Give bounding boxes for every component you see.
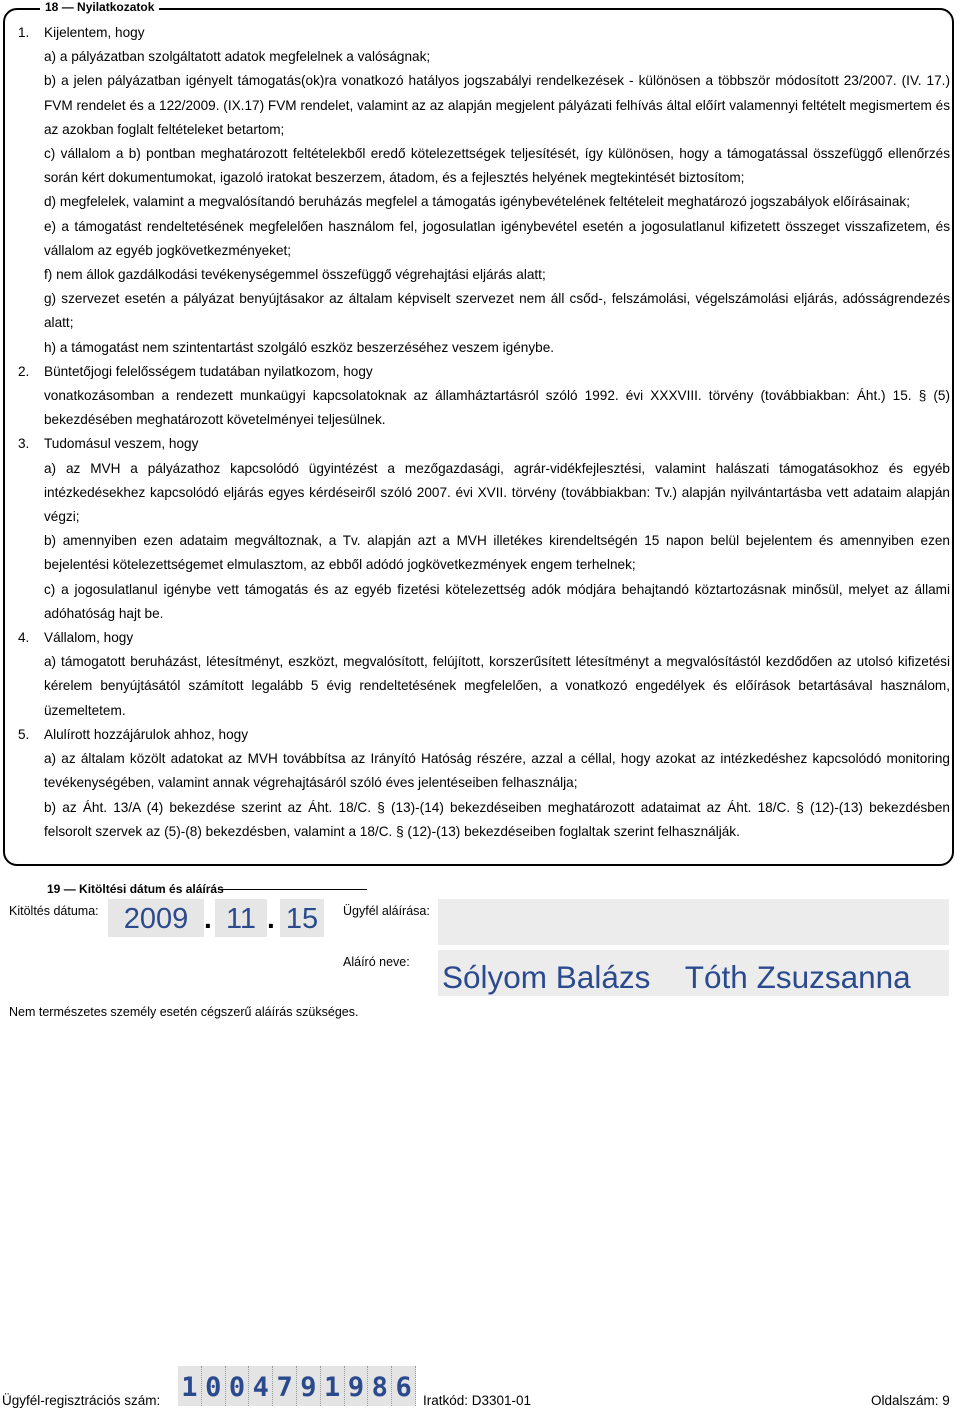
signer-name-1: Sólyom Balázs <box>442 959 651 995</box>
date-separator: . <box>204 903 212 934</box>
reg-digit: 4 <box>249 1366 273 1406</box>
signature-field[interactable] <box>438 899 949 945</box>
section-18-number: 18 <box>45 0 59 14</box>
declaration-text: Büntetőjogi felelősségem tudatában nyilatkozom, hogy <box>44 363 373 379</box>
date-year-field[interactable]: 2009 <box>108 899 206 937</box>
page-number: Oldalszám: 9 <box>871 1393 950 1408</box>
declarations-content <box>18 21 950 844</box>
reg-number-digits <box>178 1366 416 1406</box>
section-18-label: Nyilatkozatok <box>77 0 155 14</box>
declaration-subitem: f) nem állok gazdálkodási tevékenységemmel összefüggő végrehajtási eljárás alatt; <box>44 267 546 283</box>
declaration-subitem: b) amennyiben ezen adataim megváltoznak, a Tv. alapján azt a MVH illetékes kirendeltségén 15 napon belül bejelentem és amennyiben ezen bejelentési kötelezettségemet elmulasztom, az ebből adódó jogkövetkezmények engem terhelnek; <box>44 533 950 573</box>
reg-number-label: Ügyfél-regisztrációs szám: <box>2 1393 161 1408</box>
declaration-text: Kijelentem, hogy <box>44 25 145 40</box>
declaration-subitem: b) az Áht. 13/A (4) bekezdése szerint az Áht. 18/C. § (13)-(14) bekezdéseiben meghatározott adataimat az Áht. 18/C. § (12)-(13) bekezdésben felsorolt szervek az (5)-(8) bekezdésben, valamint a 18/C. § (12)-(13) bekezdéseiben foglaltak szerint felhasználják. <box>44 799 950 839</box>
date-label: Kitöltés dátuma: <box>9 904 99 918</box>
reg-digit: 6 <box>392 1366 416 1406</box>
declaration-subitem: h) a támogatást nem szintentartást szolgáló eszköz beszerzéséhez veszem igénybe. <box>44 339 555 355</box>
declaration-subitem: c) vállalom a b) pontban meghatározott feltételekből eredő kötelezettségek teljesítését, így különösen, hogy a támogatással összefüggő ellenőrzés során kért dokumentumokat, igazoló iratokat beszerzem, átadom, és a fejlesztés helyének megtekintését biztosítom; <box>44 146 950 186</box>
declaration-subitem: e) a támogatást rendeltetésének megfelelően használom fel, jogosulatlan igénybevétel esetén a jogosulatlanul kifizetett összeget visszafizetem, és vállalom az egyéb jogkövetkezményeket; <box>44 218 950 258</box>
declaration-heading: 2. Büntetőjogi felelősségem tudatában nyilatkozom, hogy <box>18 363 373 379</box>
declaration-heading: 1. Kijelentem, hogy <box>18 25 145 40</box>
declaration-subitem: a) támogatott beruházást, létesítményt, eszközt, megvalósított, felújított, korszerűsített létesítményt a megvalósítástól kezdődően az utolsó kifizetési kérelem benyújtásától számított legalább 5 évig rendeltetésének megfelelően, a vonatkozó engedélyek és előírások betartásával használom, üzemeltetem. <box>44 654 950 718</box>
declaration-subitem: g) szervezet esetén a pályázat benyújtásakor az általam képviselt szervezet nem áll csőd-, felszámolási, végelszámolási eljárás, adósságrendezés alatt; <box>44 291 950 331</box>
reg-digit: 8 <box>368 1366 392 1406</box>
doc-code: Iratkód: D3301-01 <box>423 1393 532 1408</box>
declaration-subitem: a) az általam közölt adatokat az MVH továbbítsa az Irányító Hatóság részére, azzal a céllal, hogy azokat az intézkedéshez kapcsolódó monitoring tevékenységében, valamint annak végrehajtásáról szóló éves jelentéseiben felhasználja; <box>44 751 950 791</box>
declaration-heading: 4. Vállalom, hogy <box>18 630 134 646</box>
section-19-label: Kitöltési dátum és aláírás <box>79 882 224 896</box>
declaration-heading: 3. Tudomásul veszem, hogy <box>18 436 199 452</box>
reg-digit: 0 <box>202 1366 226 1406</box>
declaration-text: Tudomásul veszem, hogy <box>44 436 199 452</box>
signer-name-2: Tóth Zsuzsanna <box>684 959 911 995</box>
signer-name-label: Aláíró neve: <box>343 955 410 969</box>
section-18-title: 18 — Nyilatkozatok <box>40 0 159 14</box>
date-day-field[interactable]: 15 <box>280 899 326 937</box>
section-19-title: 19 — Kitöltési dátum és aláírás <box>42 882 229 896</box>
reg-digit: 7 <box>273 1366 297 1406</box>
declaration-text: Vállalom, hogy <box>44 630 134 646</box>
signature-note: Nem természetes személy esetén cégszerű aláírás szükséges. <box>9 1005 359 1019</box>
reg-digit: 1 <box>178 1366 202 1406</box>
section-19-rule <box>218 889 367 890</box>
section-19-number: 19 <box>47 882 61 896</box>
declaration-subitem: d) megfelelek, valamint a megvalósítandó beruházás megfelel a támogatás igénybevételének feltételeit meghatározó jogszabályok előírásainak; <box>44 194 910 210</box>
signer-names <box>442 954 911 1000</box>
declaration-subitem: b) a jelen pályázatban igényelt támogatás(ok)ra vonatkozó hatályos jogszabályi rendelkezések - különösen a többször módosított 23/2007. (IV. 17.) FVM rendelet és a 122/2009. (IX.17) FVM rendelet, valamint az az alapján megjelent pályázati felhívás által előírt valamennyi feltételt megismertem és az azokban foglalt feltételeket betartom; <box>44 73 950 137</box>
declaration-subitem: a) a pályázatban szolgáltatott adatok megfelelnek a valóságnak; <box>44 49 431 65</box>
declaration-text: Alulírott hozzájárulok ahhoz, hogy <box>44 726 249 742</box>
declaration-subitem: vonatkozásomban a rendezett munkaügyi kapcsolatoknak az államháztartásról szóló 1992. évi XXXVIII. törvény (továbbiakban: Áht.) 15. § (5) bekezdésében meghatározott követelményei teljesülnek. <box>44 388 950 428</box>
reg-digit: 9 <box>297 1366 321 1406</box>
signature-label: Ügyfél aláírása: <box>343 904 430 918</box>
date-separator: . <box>267 903 275 934</box>
declaration-heading: 5. Alulírott hozzájárulok ahhoz, hogy <box>18 726 249 742</box>
declaration-subitem: a) az MVH a pályázathoz kapcsolódó ügyintézést a mezőgazdasági, agrár-vidékfejlesztési, valamint halászati támogatásokhoz és egyéb intézkedésekhez kapcsolódó eljárás egyes kérdéseiről szóló 2007. évi XVII. törvény (továbbiakban: Tv.) alapján nyilvántartásba vett adataim alapján végzi; <box>44 460 950 525</box>
reg-digit: 0 <box>226 1366 250 1406</box>
reg-digit: 1 <box>321 1366 345 1406</box>
declaration-subitem: c) a jogosulatlanul igénybe vett támogatás és az egyéb fizetési kötelezettség adók módjára behajtandó köztartozásnak minősül, melyet az állami adóhatóság hajt be. <box>44 581 950 621</box>
reg-digit: 9 <box>345 1366 369 1406</box>
date-month-field[interactable]: 11 <box>215 899 269 937</box>
